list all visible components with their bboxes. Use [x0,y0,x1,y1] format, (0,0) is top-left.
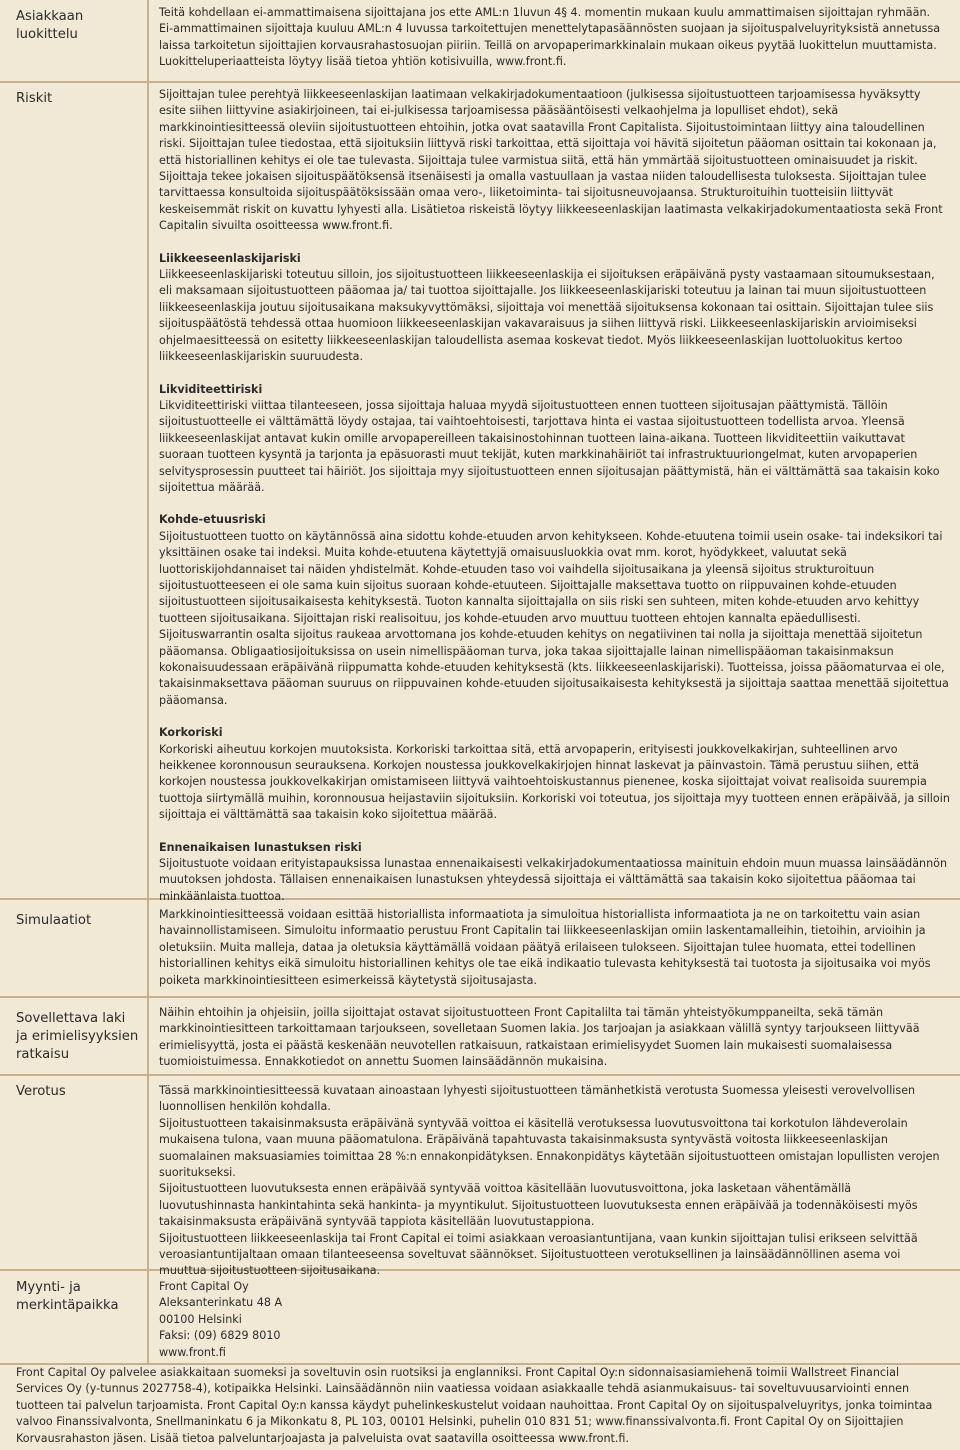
row-body [149,83,960,903]
section-text: Sijoitustuote voidaan erityistapauksissa lunastaa ennenaikaisesti velkakirjadokumentaatiossa mainituin ehdoin muun muassa lainsäädännön muutoksen johdosta. Tällaisen ennenaikaisen lunastuksen yhteydessä sijoittaja ei välttämättä saa takaisin koko sijoitettua pääomaa tai minkäänlaista tuottoa. [159,857,948,903]
row-body [149,998,960,1074]
paragraph: Teitä kohdellaan ei-ammattimaisena sijoittajana jos ette AML:n 1luvun 4§ 4. momentin mukaan kuulu ammattimaisen sijoittajan ryhmään. [159,6,931,19]
fax-number: Faksi: (09) 6829 8010 [159,1329,281,1343]
row-label: Riskit [0,83,149,898]
row-body [149,0,960,81]
risk-section-likviditeettiriski [159,382,950,497]
section-title: Likviditeettiriski [159,382,263,396]
row-body [149,1076,960,1278]
section-text: Korkoriski aiheutuu korkojen muutoksista. Korkoriski tarkoittaa sitä, että arvopaperin, erityisesti joukkovelkakirjan, suhteellinen arvo heikkenee koronnousun seurauksena. Korkojen noustessa joukkovelkakirjojen hinnat laskevat ja päinvastoin. Tämä perustuu siihen, että korkojen noustessa joukkovelkakirjan omistamiseen liittyvä vaihtoehtoiskustannus pienenee, koska sijoittajat voivat realisoida suurempia tuottoja siirtymällä muihin, koronnousua heijastaviin sijoituksiin. Korkoriski voi toteutua, jos sijoittaja myy tuotteen ennen eräpäivää, ja silloin sijoittaja ei välttämättä saa takaisin koko sijoitettua määrää. [159,742,950,822]
row-label: Myynti- ja merkintäpaikka [0,1271,149,1363]
row-label: Asiakkaan luokittelu [0,0,149,81]
section-text: Sijoitustuotteen tuotto on käytännössä aina sidottu kohde-etuuden arvon kehitykseen. Kohde-etuutena toimii usein osake- tai indeksikori tai yksittäinen osake tai indeksi. Muita kohde-etuutena käytettyjä omaisuusluokkia ovat mm. korot, hyödykkeet, valuutat sekä luottoriskijohdannaiset tai näiden yhdistelmät. Kohde-etuuden taso voi vaihdella sijoitusaikana ja yleensä sijoitus strukturoituun sijoitustuotteeseen ei ole sama kuin sijoitus suoraan kohde-etuuteen. Sijoittajalle maksettava tuotto on riippuvainen kohde-etuuden sijoitustuotteen sijoitusaikaisesta kehityksestä. Tuoton kannalta sijoittajalla on siis riski sen suhteen, miten kohde-etuuden arvo kehittyy tuotteen sijoitusaikana. Sijoittajan riski realisoituu, jos kohde-etuuden arvo muuttuu tuotteen ehtojen kannalta epäedullisesti. Sijoituswarrantin osalta sijoitus raukeaa arvottomana jos kohde-etuuden kehitys on negatiivinen tai nolla ja sijoittaja menettää sijoitetun pääomansa. Obligaatiosijoituksissa on usein nimellispääoman turva, joka takaa sijoittajalle lainan nimellispääoman takaisinmaksun kokonaisuudessaan eräpäivänä riippumatta kohde-etuuden kehityksestä (kts. liikkeeseenlaskijariski). Tuotteissa, joissa pääomaturvaa ei ole, takaisinmaksettava pääoman suuruus on riippuvainen kohde-etuuden sijoitusaikaisesta kehityksestä ja sijoittaja saattaa menettää sijoitettua pääomansa. [159,529,949,707]
section-title: Korkoriski [159,726,223,740]
section-title: Kohde-etuusriski [159,513,266,527]
risk-section-ennenaikainen-lunastus [159,840,950,906]
street-address: Aleksanterinkatu 48 A [159,1296,283,1310]
row-simulaatiot [0,900,960,998]
row-riskit [0,83,960,903]
row-label: Sovellettava laki ja erimielisyyksien ratkaisu [0,998,149,1074]
row-body [149,900,960,996]
paragraph: Sijoitustuotteen takaisinmaksusta eräpäivänä syntyvää voittoa ei käsitellä verotuksessa luovutusvoittona tai korkotulon lähdeverolain mukaisena tulona, vaan muuna pääomatulona. Eräpäivänä tapahtuvasta takaisinmaksusta syntyvästä voitosta liikkeeseenlaskijan suomalainen maksuasiamies toimittaa 28 %:n ennakonpidätyksen. Ennakonpidätys käytetään sijoitustuotteen omistajan lopullisten verojen suoritukseksi. [159,1116,940,1180]
paragraph: Sijoitustuotteen liikkeeseenlaskija tai Front Capital ei toimi asiakkaan veroasiantuntijana, vaan kunkin sijoittajan tulisi erikseen selvittää veroasiantuntijaltaan omaan tilanteeseensa soveltuvat säännökset. Sijoitustuotteen verotuksellinen ja lainsäädännöllinen asema voi muuttua sijoitustuotteen sijoitusaikana. [159,1231,918,1278]
row-body [149,1271,960,1363]
row-asiakkaan-luokittelu [0,0,960,83]
paragraph: Tässä markkinointiesitteessä kuvataan ainoastaan lyhyesti sijoitustuotteen tämänhetkistä verotusta Suomessa yleisesti verovelvollisen luonnollisen henkilön kohdalla. [159,1084,916,1114]
risk-section-liikkeeseenlaskijariski [159,251,950,366]
row-label: Verotus [0,1076,149,1269]
company-name: Front Capital Oy [159,1280,249,1293]
postal-address: 00100 Helsinki [159,1312,242,1326]
paragraph: Sijoitustuotteen luovutuksesta ennen eräpäivää syntyvää voittoa käsitellään luovutusvoittona, joka lasketaan vähentämällä luovutushinnasta hankintahinta sekä hankinta- ja myyntikulut. Sijoitustuotteen luovutuksesta ennen eräpäivää ja todennäköisesti myös takaisinmaksusta eräpäivänä syntyvää tappiota käsitellään luovutustappiona. [159,1182,918,1229]
risk-intro: Sijoittajan tulee perehtyä liikkeeseenlaskijan laatimaan velkakirjadokumentaatioon (julkisessa sijoitustuotteen tarjoamisessa hyväksytty esite siihen liittyvine asiakirjoineen, tai ei-julkisessa tarjoamisessa pääsääntöisesti velkaohjelma ja lopulliset ehdot), sekä markkinointiesitteessä oleviin sijoitustuotteen ehtoihin, jotka ovat saatavilla Front Capitalista. Sijoitustoimintaan liittyy aina taloudellinen riski. Sijoittajan tulee tiedostaa, että sijoituksiin liittyvä riski tarkoittaa, että sijoittaja voi hävitä sijoitetun pääoman osittain tai kokonaan ja, että historiallinen kehitys ei ole tae tulevasta. Sijoittaja tulee varmistua siitä, että hän ymmärtää sijoitustuotteen ominaisuudet ja riskit. Sijoittaja tekee jokaisen sijoituspäätöksensä itsenäisesti ja omalla vastuullaan ja vastaa niiden taloudellisesta tuloksesta. Sijoittajan tulee tarvittaessa konsultoida sijoituspäätöksissään omaa vero-, liiketoiminta- tai sijoitusneuvojaansa. Strukturoituihin tuotteisiin liittyvät keskeisemmät riskit on kuvattu lyhyesti alla. Lisätietoa riskeistä löytyy liikkeeseenlaskijan laatimasta velkakirjadokumentaatiosta sekä Front Capitalin sivuilta osoitteessa www.front.fi. [159,88,943,233]
paragraph: Näihin ehtoihin ja ohjeisiin, joilla sijoittajat ostavat sijoitustuotteen Front Capitalilta tai tämän yhteistyökumppaneilta, sekä tämän markkinointiesitteen tarkoittamaan tarjoukseen, sovelletaan Suomen lakia. Jos tarjoajan ja asiakkaan välillä syntyy tarjoukseen liittyvää erimielisyyttä, josta ei päästä keskenään neuvotellen ratkaisuun, ratkaistaan erimielisyydet Suomen lain mukaisesti suomalaisessa tuomioistuimessa. Ennakkotiedot on annettu Suomen lainsäädännön mukaisina. [159,1006,920,1069]
section-text: Likviditeettiriski viittaa tilanteeseen, jossa sijoittaja haluaa myydä sijoitustuotteen ennen tuotteen sijoitusajan päättymistä. Tällöin sijoitustuotteelle ei välttämättä löydy ostajaa, tai vaihtoehtoisesti, tarjottava hinta ei vastaa sijoitustuotteen todellista arvoa. Yleensä liikkeeseenlaskijat antavat kukin omille arvopapereilleen takaisinostohinnan tuotteen laina-aikana. Tuotteen likviditeettiin vaikuttavat suoraan tuotteen kysyntä ja tarjonta ja epäsuorasti muut tekijät, kuten markkinahäiriöt tai infrastruktuuriongelmat, kuten arvopaperien selvitysprosessin puutteet tai häiriöt. Jos sijoittaja myy sijoitustuotteen ennen sijoitusajan päättymistä, hän ei välttämättä saa takaisin koko sijoitettua määrää. [159,398,940,494]
section-text: Liikkeeseenlaskijariski toteutuu silloin, jos sijoitustuotteen liikkeeseenlaskija ei sijoituksen eräpäivänä pysty vastaamaan sitoumuksestaan, eli maksamaan sijoitustuotteen pääomaa ja/ tai tuottoa sijoittajalle. Jos liikkeeseenlaskijariski toteutuu ja lainan tai muun sijoitustuotteen liikkeeseenlaskija joutuu sijoitusaikana maksukyvyttömäksi, sijoittaja voi menettää sijoituksensa kokonaan tai osittain. Sijoittajan tulee siis sijoituspäätöstä tehdessä ottaa huomioon liikkeeseenlaskijan vakavaraisuus ja siihen liittyvä riski. Liikkeeseenlaskijariskin arvioimiseksi ohjelmaesitteessä on esitetty liikkeeseenlaskijan taloudellista asemaa koskevat tiedot. Myös liikkeeseenlaskijan luottoluokitus kertoo liikkeeseenlaskijariskin suuruudesta. [159,268,935,364]
website-link[interactable]: www.front.fi [159,1345,226,1359]
paragraph: Ei-ammattimainen sijoittaja kuuluu AML:n 4 luvussa tarkoitettujen menettelytapasäännösten suojaan ja sijoituspalveluyrityksistä annetussa laissa tarkoitetun sijoittajien korvausrahastosuojan piiriin. Teillä on arvopaperimarkkinalain mukaan oikeus pyytää luokittelun muuttamista. Luokitteluperiaatteista löytyy lisää tietoa yhtiön kotisivuilla, www.front.fi. [159,22,941,69]
row-label: Simulaatiot [0,900,149,996]
paragraph: Markkinointiesitteessä voidaan esittää historiallista informaatiota ja simuloitua historiallista informaatiota ja ne on tarkoitettu vain asian havainnollistamiseen. Simuloitu informaatio perustuu Front Capitalin tai liikkeeseenlaskijan omiin laskentamalleihin, tietoihin, arvioihin ja oletuksiin. Muita malleja, dataa ja oletuksia käyttämällä voidaan päätyä erilaiseen tulokseen. Sijoittajan tulee huomata, ettei todellinen historiallinen kehitys eikä simuloitu historiallinen kehitys ole tae eikä indikaatio tulevasta kehityksestä tai tuotosta ja sijoitusaika voi myös poiketa markkinointiesitteen esimerkeissä käytetystä sijoitusajasta. [159,908,931,987]
row-verotus [0,1076,960,1278]
section-title: Ennenaikaisen lunastuksen riski [159,840,362,854]
section-title: Liikkeeseenlaskijariski [159,251,301,265]
footer-disclaimer [0,1361,960,1447]
risk-section-kohde-etuusriski [159,512,950,709]
footer-text: Front Capital Oy palvelee asiakkaitaan suomeksi ja soveltuvin osin ruotsiksi ja englanniksi. Front Capital Oy:n sidonnaisasiamiehenä toimii Wallstreet Financial Services Oy (y-tunnus 2027758-4), kotipaikka Helsinki. Lainsäädännön niin vaatiessa voidaan asiakkaalle tehdä asianmukaisuus- tai soveltuvuusarviointi ennen tuotteen tai palvelun tarjoamista. Front Capital Oy:n kanssa käydyt puhelinkeskustelut voidaan nauhoittaa. Front Capital Oy on sijoituspalveluyritys, jonka toimintaa valvoo Finanssivalvonta, Snellmaninkatu 6 ja Mikonkatu 8, PL 103, 00101 Helsinki, puhelin 010 831 51; www.finanssivalvonta.fi. Front Capital Oy on Sijoittajien Korvausrahaston jäsen. Lisää tietoa palveluntarjoajasta ja palveluista ovat saatavilla osoitteessa www.front.fi. [16,1366,933,1445]
risk-section-korkoriski [159,725,950,823]
row-sovellettava-laki [0,998,960,1076]
row-myynti [0,1271,960,1365]
